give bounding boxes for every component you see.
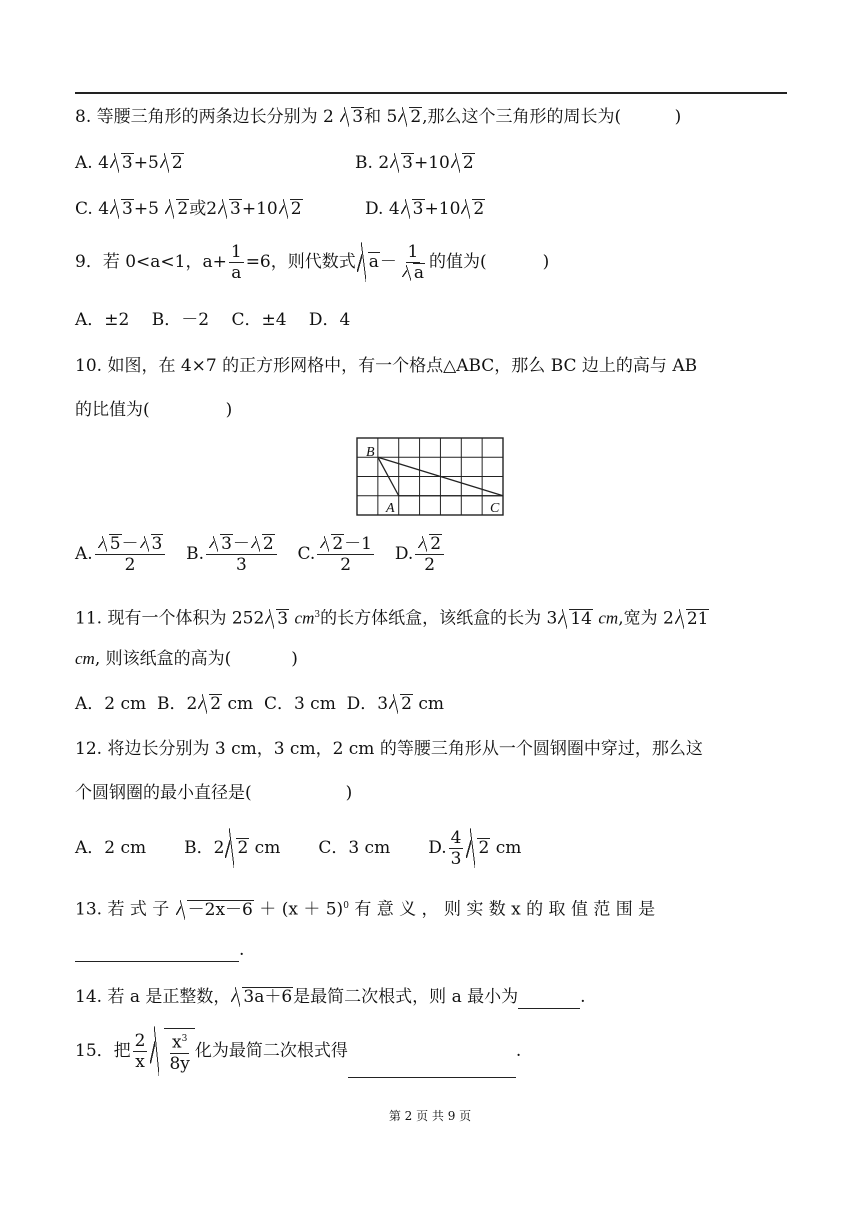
- page-footer: 第 2 页 共 9 页: [388, 1109, 472, 1123]
- top-rule: [75, 92, 787, 94]
- label-c: C: [490, 501, 500, 516]
- q15-line: 15．把 $\frac{2}{x}$ $\frac{x^3}{8y}$ 化为最简二次根式得 .: [75, 1024, 521, 1078]
- sqrt-symbol: 3: [340, 105, 364, 129]
- answer-blank[interactable]: [518, 990, 580, 1009]
- q8-option-c: C. 4 3+5 2或2 3+10 2: [75, 199, 302, 219]
- q8-option-a: A. 4 3+5 2: [75, 153, 183, 173]
- q13-line2: .: [75, 938, 244, 962]
- q12-line2: 个圆钢圈的最小直径是( ): [75, 783, 353, 803]
- q11-line2: cm, 则该纸盒的高为( ): [75, 649, 298, 669]
- q9-options: A．±2 B．－2 C．±4 D．4: [75, 310, 351, 330]
- q10-line2: 的比值为( ): [75, 400, 233, 420]
- q8-stem: 8. 等腰三角形的两条边长分别为 2 3和 5 2,那么这个三角形的周长为( ): [75, 107, 682, 127]
- q14-line: 14. 若 a 是正整数， 3a＋6是最简二次根式，则 a 最小为 .: [75, 987, 586, 1007]
- q8-option-d: D. 4 3+10 2: [365, 199, 485, 219]
- q10-options: A. $\frac{5- 3}{2}$ B. $\frac{3- 2}{3}$ C. $\frac{2-1}{2}$ D. $\frac{2}{2}$: [75, 532, 446, 576]
- q12-options: A．2 cm B．2 2 cm C．3 cm D. $\frac{4}{3}$ 2 cm: [75, 828, 522, 869]
- q11-line1: 11. 现有一个体积为 252 3 $cm^3$的长方体纸盒，该纸盒的长为 3 14 cm,宽为 2 21: [75, 608, 709, 629]
- fraction: $\frac{1}{a}$: [230, 242, 242, 283]
- grid-figure: [356, 437, 506, 521]
- q11-options: A．2 cm B．2 2 cm C．3 cm D．3 2 cm: [75, 694, 444, 714]
- q12-line1: 12. 将边长分别为 3 cm，3 cm，2 cm 的等腰三角形从一个圆钢圈中穿过，那么这: [75, 739, 703, 759]
- q8-option-b: B. 2 3+10 2: [355, 153, 474, 173]
- triangle-grid-diagram: [356, 437, 506, 517]
- answer-blank[interactable]: [348, 1059, 516, 1078]
- q9-stem: 9．若 0<a<1，a+ $\frac{1}{a}$ =6，则代数式 a－ $\frac{1}{a}$ 的值为( ): [75, 242, 550, 283]
- q13-line1: 13. 若 式 子 $-2x-6 + (x + 5)^0$ 有 意 义 ， 则 实 数 x 的 取 值 范 围 是: [75, 899, 656, 920]
- q10-line1: 10. 如图，在 4×7 的正方形网格中，有一个格点△ABC，那么 BC 边上的高与 AB: [75, 356, 698, 376]
- answer-blank[interactable]: [75, 943, 239, 962]
- label-a: A: [386, 501, 395, 516]
- label-b: B: [366, 445, 375, 460]
